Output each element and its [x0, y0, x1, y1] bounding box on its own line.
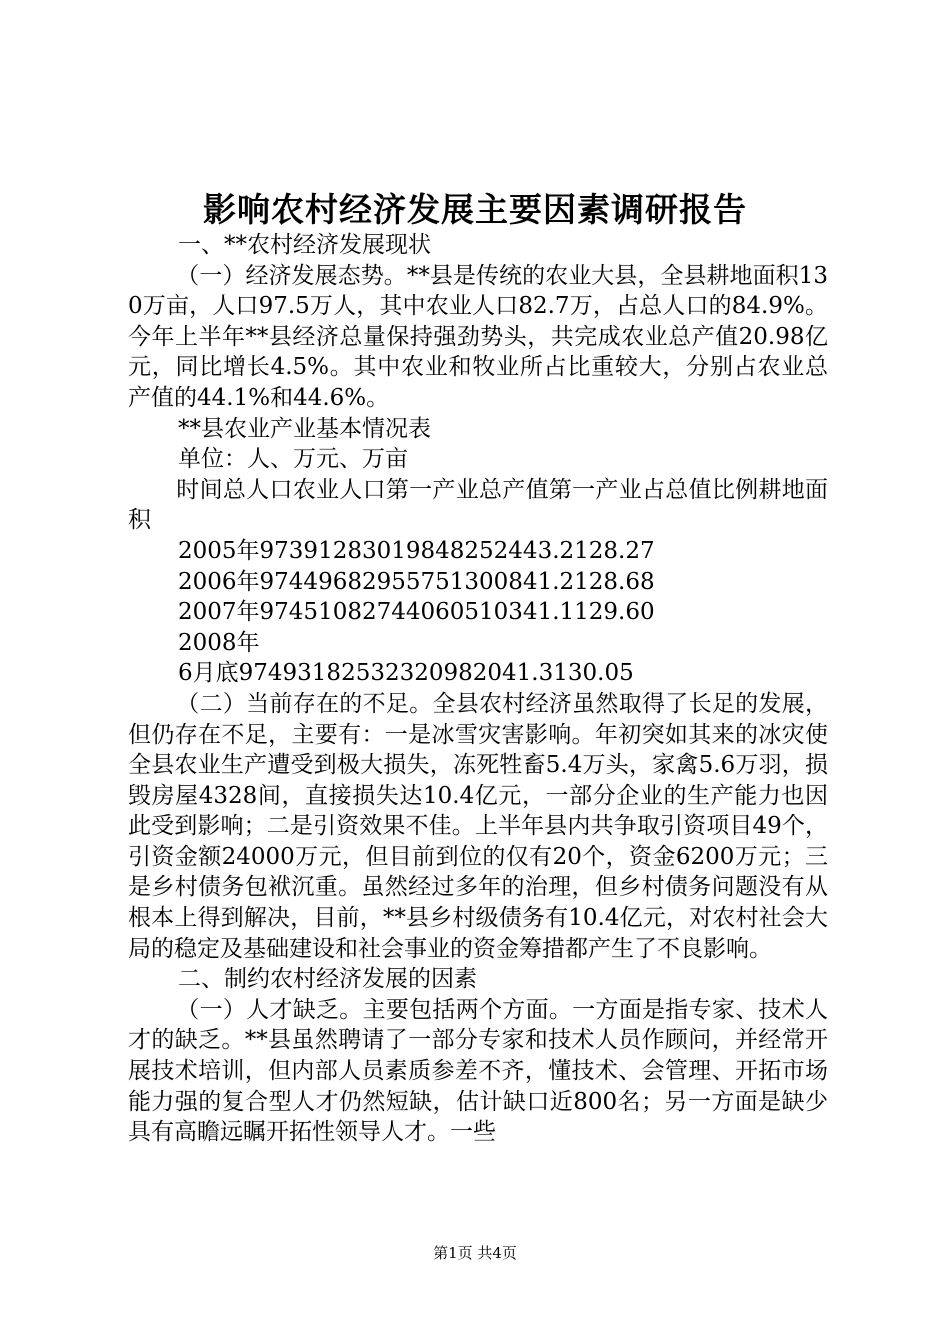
table-header-row: 时间总人口农业人口第一产业总产值第一产业占总值比例耕地面积 [128, 476, 828, 534]
table-title: **县农业产业基本情况表 [178, 415, 431, 442]
document-body [128, 230, 828, 1148]
section-heading-1: 一、**农村经济发展现状 [178, 232, 431, 258]
page-number-footer: 第1页 共4页 [433, 1244, 517, 1262]
table-row-2007: 2007年97451082744060510341.1129.60 [178, 599, 655, 626]
table-row-2005: 2005年97391283019848252443.2128.27 [178, 537, 655, 564]
document-title: 影响农村经济发展主要因素调研报告 [203, 190, 747, 229]
table-unit: 单位：人、万元、万亩 [178, 446, 408, 473]
section-heading-2: 二、制约农村经济发展的因素 [178, 966, 477, 993]
paragraph-talent-shortage: （一）人才缺乏。主要包括两个方面。一方面是指专家、技术人才的缺乏。**县虽然聘请了一部分专家和技术人员作顾问，并经常开展技术培训，但内部人员素质参差不齐，懂技术、会管理、开拓市场能力强的复合型人才仍然短缺，估计缺口近800名；另一方面是缺少具有高瞻远瞩开拓性领导人才。一些 [128, 996, 828, 1146]
table-row-2008-june: 6月底97493182532320982041.3130.05 [178, 660, 634, 687]
paragraph-economic-trend: （一）经济发展态势。**县是传统的农业大县，全县耕地面积130万亩，人口97.5万人，其中农业人口82.7万，占总人口的84.9%。今年上半年**县经济总量保持强劲势头，共完成农业总产值20.98亿元，同比增长4.5%。其中农业和牧业所占比重较大，分别占农业总产值的44.1%和44.6%。 [128, 262, 828, 411]
table-row-2006: 2006年97449682955751300841.2128.68 [178, 568, 655, 595]
paragraph-shortcomings: （二）当前存在的不足。全县农村经济虽然取得了长足的发展，但仍存在不足，主要有：一是冰雪灾害影响。年初突如其来的冰灾使全县农业生产遭受到极大损失，冻死牲畜5.4万头，家禽5.6万羽，损毁房屋4328间，直接损失达10.4亿元，一部分企业的生产能力也因此受到影响；二是引资效果不佳。上半年县内共争取引资项目49个，引资金额24000万元，但目前到位的仅有20个，资金6200万元；三是乡村债务包袱沉重。虽然经过多年的治理，但乡村债务问题没有从根本上得到解决，目前，**县乡村级债务有10.4亿元，对农村社会大局的稳定及基础建设和社会事业的资金筹措都产生了不良影响。 [128, 690, 828, 962]
table-row-2008-year: 2008年 [178, 629, 260, 656]
